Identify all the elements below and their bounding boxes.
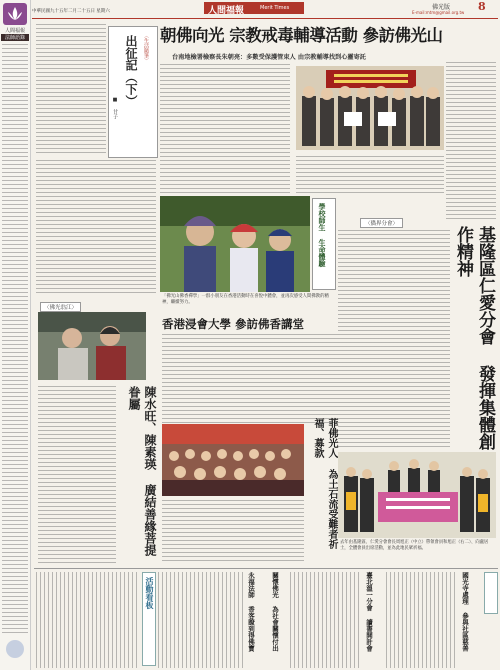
events-label: 活動看板 <box>145 577 154 609</box>
sidebar-title: 人間福報 <box>4 28 25 34</box>
sub-headline: 台南地檢署檢察長朱朝亮：多數受保護管束人 由宗教輔導找到心靈寄託 <box>172 54 366 61</box>
events-label-box <box>142 572 156 666</box>
email: E-mail:mtm@gmail.org.tw <box>412 10 465 15</box>
vertical-caption: 學校師生 生命體驗 <box>318 203 326 267</box>
children-photo-caption: 「佛光山佛香禪學」一群小朋友在香港活動時在喜悅中體會，並再次感受人間佛教的精神，繼續努力。 <box>162 294 329 305</box>
right-bottom-caption: 去年由基隆區、仁愛分會會長周旭正（中立）帶領會員和旭正（右二）、向盧居士，全體會員出席活動，並為此地民眾祈福。 <box>340 540 489 551</box>
bottom-col3-headline: 臺北溫一分會 讀書開計會 <box>365 572 373 652</box>
right-bottom-photo <box>338 452 496 538</box>
fil-article-text <box>162 500 304 564</box>
vertical-caption-box <box>312 198 336 290</box>
bottom-left-text <box>36 572 140 668</box>
left-sidebar <box>0 0 31 670</box>
right-top-text <box>446 62 496 222</box>
lead-group-photo <box>296 66 444 150</box>
sidebar-body-text <box>2 44 28 634</box>
lead-article-text <box>160 64 290 194</box>
column-author: ■ 甘子 <box>112 97 118 119</box>
bottom-col2-text <box>290 572 360 668</box>
right-tag: 〈僑界分會〉 <box>360 218 403 228</box>
story2-text-left <box>38 386 116 566</box>
audience-photo <box>162 424 304 496</box>
bottom-col4-headline: 國光寺處理 參與社區慈善 <box>461 572 469 652</box>
fil-headline: 菲佛光人 為土石流受難者祈福、募款 <box>312 418 337 549</box>
sidebar-bottom-lotus-icon <box>6 640 24 658</box>
column-tag: 〈生活隨筆〉 <box>143 33 149 63</box>
main-headline: 朝佛向光 宗教戒毒輔導活動 參訪佛光山 <box>160 26 443 45</box>
logo <box>204 2 304 14</box>
bottom-right-badge <box>484 572 498 614</box>
logo-en: Merit Times <box>260 5 290 11</box>
lead-article-text-2 <box>296 156 444 196</box>
bottom-col2-headline: 關懷佛光 為社會關懷付出 <box>271 572 279 652</box>
date-line: 中華民國九十五年二月二十五日 星期六 <box>32 9 110 14</box>
bottom-divider <box>34 568 498 569</box>
children-photo <box>160 196 310 292</box>
right-article-text <box>338 230 450 448</box>
page-number: 8 <box>478 0 486 13</box>
left-column-text-b <box>36 160 156 295</box>
hk-headline: 香港浸會大學 參訪佛香講堂 <box>162 317 305 331</box>
section-label: 佛光版 <box>432 4 451 11</box>
sidebar-lotus-icon <box>3 3 27 25</box>
right-headline: 基隆區仁愛分會 發揮集體創作精神 <box>453 226 495 450</box>
top-bar <box>32 0 500 18</box>
column-title: 出征記（下） <box>124 35 138 107</box>
sidebar-subtitle: 法師語錄 <box>1 34 29 41</box>
left-column-text-a <box>36 24 106 154</box>
column-title-box <box>108 26 158 158</box>
logo-text: 人間福報 <box>208 6 245 16</box>
bottom-col1-text <box>158 572 244 668</box>
story2-couple-photo <box>38 312 146 380</box>
story2-headline: 陳水旺、陳素瑛 廣結善緣菩提眷屬 <box>127 386 157 556</box>
story2-tag: 〈佛光翁江〉 <box>40 302 81 312</box>
masthead-rule <box>32 18 498 19</box>
bottom-col3-text <box>386 572 458 668</box>
bottom-col1-headline: 永福法師 香客瞭到得佛寶 <box>247 572 255 652</box>
hk-article-text <box>162 334 338 424</box>
